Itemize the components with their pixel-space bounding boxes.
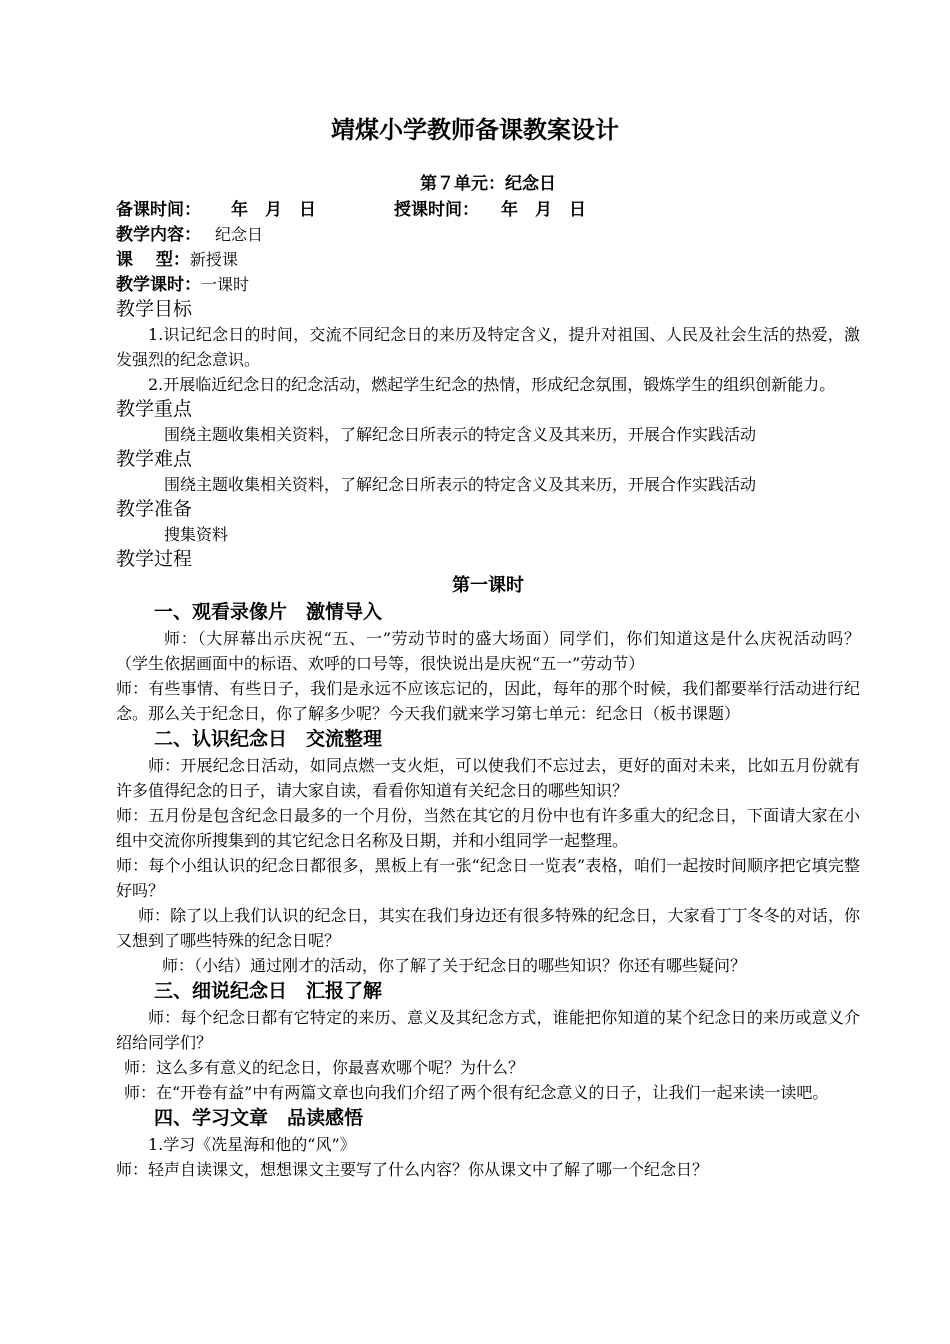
document-body [116,172,860,1182]
document-title: 靖煤小学教师备课教案设计 [331,116,619,144]
paragraph: 师：每个小组认识的纪念日都很多，黑板上有一张“纪念日一览表”表格，咱们一起按时间顺序把它填完整好吗？ [116,856,860,900]
hours-value: 一课时 [201,275,250,294]
paragraph: 师：轻声自读课文，想想课文主要写了什么内容？你从课文中了解了哪一个纪念日？ [116,1160,709,1179]
preparation-text: 搜集资料 [164,525,229,544]
type-row [116,247,860,272]
objective-item: 1.识记纪念日的时间，交流不同纪念日的来历及特定含义，提升对祖国、人民及社会生活的热爱，激发强烈的纪念意识。 [116,325,860,369]
part-title: 二、认识纪念日 交流整理 [154,728,383,750]
paragraph: 师：（小结）通过刚才的活动，你了解了关于纪念日的哪些知识？你还有哪些疑问？ [162,956,747,975]
part-title: 三、细说纪念日 汇报了解 [154,980,383,1002]
objective-item: 2.开展临近纪念日的纪念活动，燃起学生纪念的热情，形成纪念氛围，锻炼学生的组织创新能力。 [148,375,836,394]
paragraph: 师：在“开卷有益”中有两篇文章也向我们介绍了两个很有纪念意义的日子，让我们一起来读一读吧。 [124,1083,829,1102]
paragraph: 师：除了以上我们认识的纪念日，其实在我们身边还有很多特殊的纪念日，大家看丁丁冬冬的对话，你又想到了哪些特殊的纪念日呢？ [116,906,860,950]
paragraph: 师：每个纪念日都有它特定的来历、意义及其纪念方式，谁能把你知道的某个纪念日的来历或意义介绍给同学们？ [116,1008,860,1052]
paragraph: 师：五月份是包含纪念日最多的一个月份，当然在其它的月份中也有许多重大的纪念日，下面请大家在小组中交流你所搜集到的其它纪念日名称及日期，并和小组同学一起整理。 [116,806,860,850]
part-title: 四、学习文章 品读感悟 [154,1107,364,1129]
prep-time-value: 年 月 日 [231,200,316,220]
paragraph: 师：这么多有意义的纪念日，你最喜欢哪个呢？为什么？ [124,1058,525,1077]
paragraph: 师：（大屏幕出示庆祝“五、一”劳动节时的盛大场面）同学们，你们知道这是什么庆祝活动吗？（学生依据画面中的标语、欢呼的口号等，很快说出是庆祝“五一”劳动节） [116,629,860,673]
teach-time-value: 年 月 日 [501,200,586,220]
paragraph: 师：有些事情、有些日子，我们是永远不应该忘记的，因此，每年的那个时候，我们都要举行活动进行纪念。那么关于纪念日，你了解多少呢？今天我们就来学习第七单元：纪念日（板书课题） [116,679,860,723]
paragraph: 1.学习《冼星海和他的“风”》 [148,1135,356,1154]
type-value: 新授课 [189,250,238,269]
key-points-heading: 教学重点 [116,398,193,420]
hours-label: 教学课时： [116,275,201,295]
unit-title: 第７单元：纪念日 [420,174,556,194]
key-points-text: 围绕主题收集相关资料，了解纪念日所表示的特定含义及其来历，开展合作实践活动 [164,425,757,444]
teach-time-label: 授课时间： [394,200,479,220]
preparation-heading: 教学准备 [116,498,193,520]
difficulties-text: 围绕主题收集相关资料，了解纪念日所表示的特定含义及其来历，开展合作实践活动 [164,475,757,494]
difficulties-heading: 教学难点 [116,448,193,470]
content-row [116,222,860,247]
hours-row [116,272,860,297]
part-title: 一、观看录像片 激情导入 [154,601,383,623]
prep-time-label: 备课时间： [116,200,201,220]
content-label: 教学内容： [116,225,201,245]
paragraph: 师：开展纪念日活动，如同点燃一支火炬，可以使我们不忘过去，更好的面对未来，比如五月份就有许多值得纪念的日子，请大家自读，看看你知道有关纪念日的哪些知识？ [116,756,860,800]
time-row [116,197,860,222]
content-value: 纪念日 [215,225,264,244]
objectives-heading: 教学目标 [116,298,193,320]
type-label: 课 型： [116,250,190,270]
lesson-title: 第一课时 [452,575,524,596]
process-heading: 教学过程 [116,548,193,570]
